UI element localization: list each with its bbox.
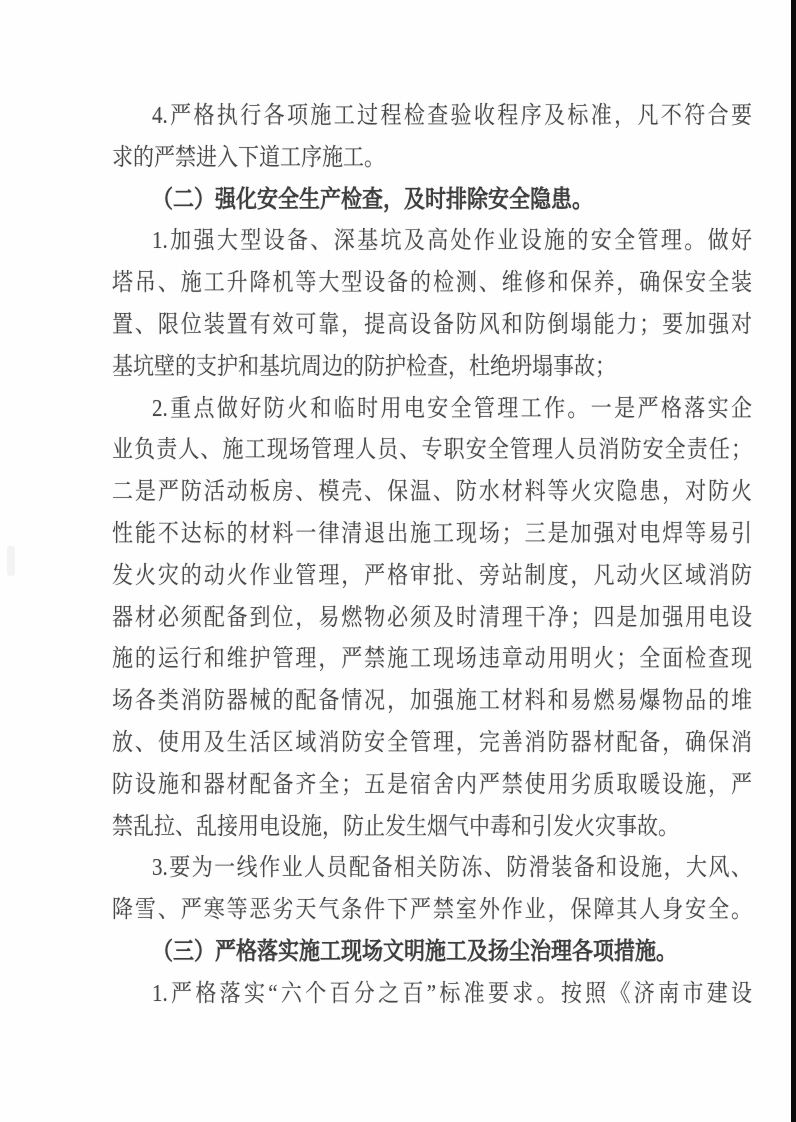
document-line: 求的严禁进入下道工序施工。 bbox=[112, 142, 385, 171]
document-line: 性能不达标的材料一律清退出施工现场；三是加强对电焊等易引 bbox=[112, 519, 752, 547]
document-line: 1.严格落实“六个百分之百”标准要求。按照《济南市建设 bbox=[152, 978, 752, 1007]
photo-edge-strip bbox=[791, 0, 796, 1122]
document-line: 基坑壁的支护和基坑周边的防护检查，杜绝坍塌事故； bbox=[112, 351, 616, 380]
document-line: 2.重点做好防火和临时用电安全管理工作。一是严格落实企 bbox=[152, 393, 752, 422]
document-line: 置、限位装置有效可靠，提高设备防风和防倒塌能力；要加强对 bbox=[112, 310, 752, 338]
document-line: 防设施和器材配备齐全；五是宿舍内严禁使用劣质取暖设施，严 bbox=[112, 769, 752, 798]
scan-artifact bbox=[7, 546, 15, 576]
document-line: 禁乱拉、乱接用电设施，防止发生烟气中毒和引发火灾事故。 bbox=[112, 811, 679, 840]
document-line: 降雪、严寒等恶劣天气条件下严禁室外作业，保障其人身安全。 bbox=[112, 895, 752, 923]
document-line: 3.要为一线作业人员配备相关防冻、防滑装备和设施，大风、 bbox=[152, 853, 752, 881]
section-heading: （二）强化安全生产检查，及时排除安全隐患。 bbox=[152, 184, 593, 213]
document-line: 塔吊、施工升降机等大型设备的检测、维修和保养，确保安全装 bbox=[112, 268, 752, 296]
document-line: 器材必须配备到位，易燃物必须及时清理干净；四是加强用电设 bbox=[112, 602, 752, 631]
section-heading: （三）严格落实施工现场文明施工及扬尘治理各项措施。 bbox=[152, 937, 677, 965]
document-line: 放、使用及生活区域消防安全管理，完善消防器材配备，确保消 bbox=[112, 728, 752, 756]
document-line: 发火灾的动火作业管理，严格审批、旁站制度，凡动火区域消防 bbox=[112, 560, 752, 589]
document-line: 业负责人、施工现场管理人员、专职安全管理人员消防安全责任； bbox=[112, 435, 752, 463]
document-line: 1.加强大型设备、深基坑及高处作业设施的安全管理。做好 bbox=[152, 226, 752, 254]
document-line: 场各类消防器械的配备情况，加强施工材料和易燃易爆物品的堆 bbox=[112, 686, 752, 714]
document-line: 4.严格执行各项施工过程检查验收程序及标准，凡不符合要 bbox=[152, 101, 752, 129]
document-line: 二是严防活动板房、模壳、保温、防水材料等火灾隐患，对防火 bbox=[112, 477, 752, 505]
document-line: 施的运行和维护管理，严禁施工现场违章动用明火；全面检查现 bbox=[112, 644, 752, 672]
document-text-block bbox=[112, 95, 752, 1015]
